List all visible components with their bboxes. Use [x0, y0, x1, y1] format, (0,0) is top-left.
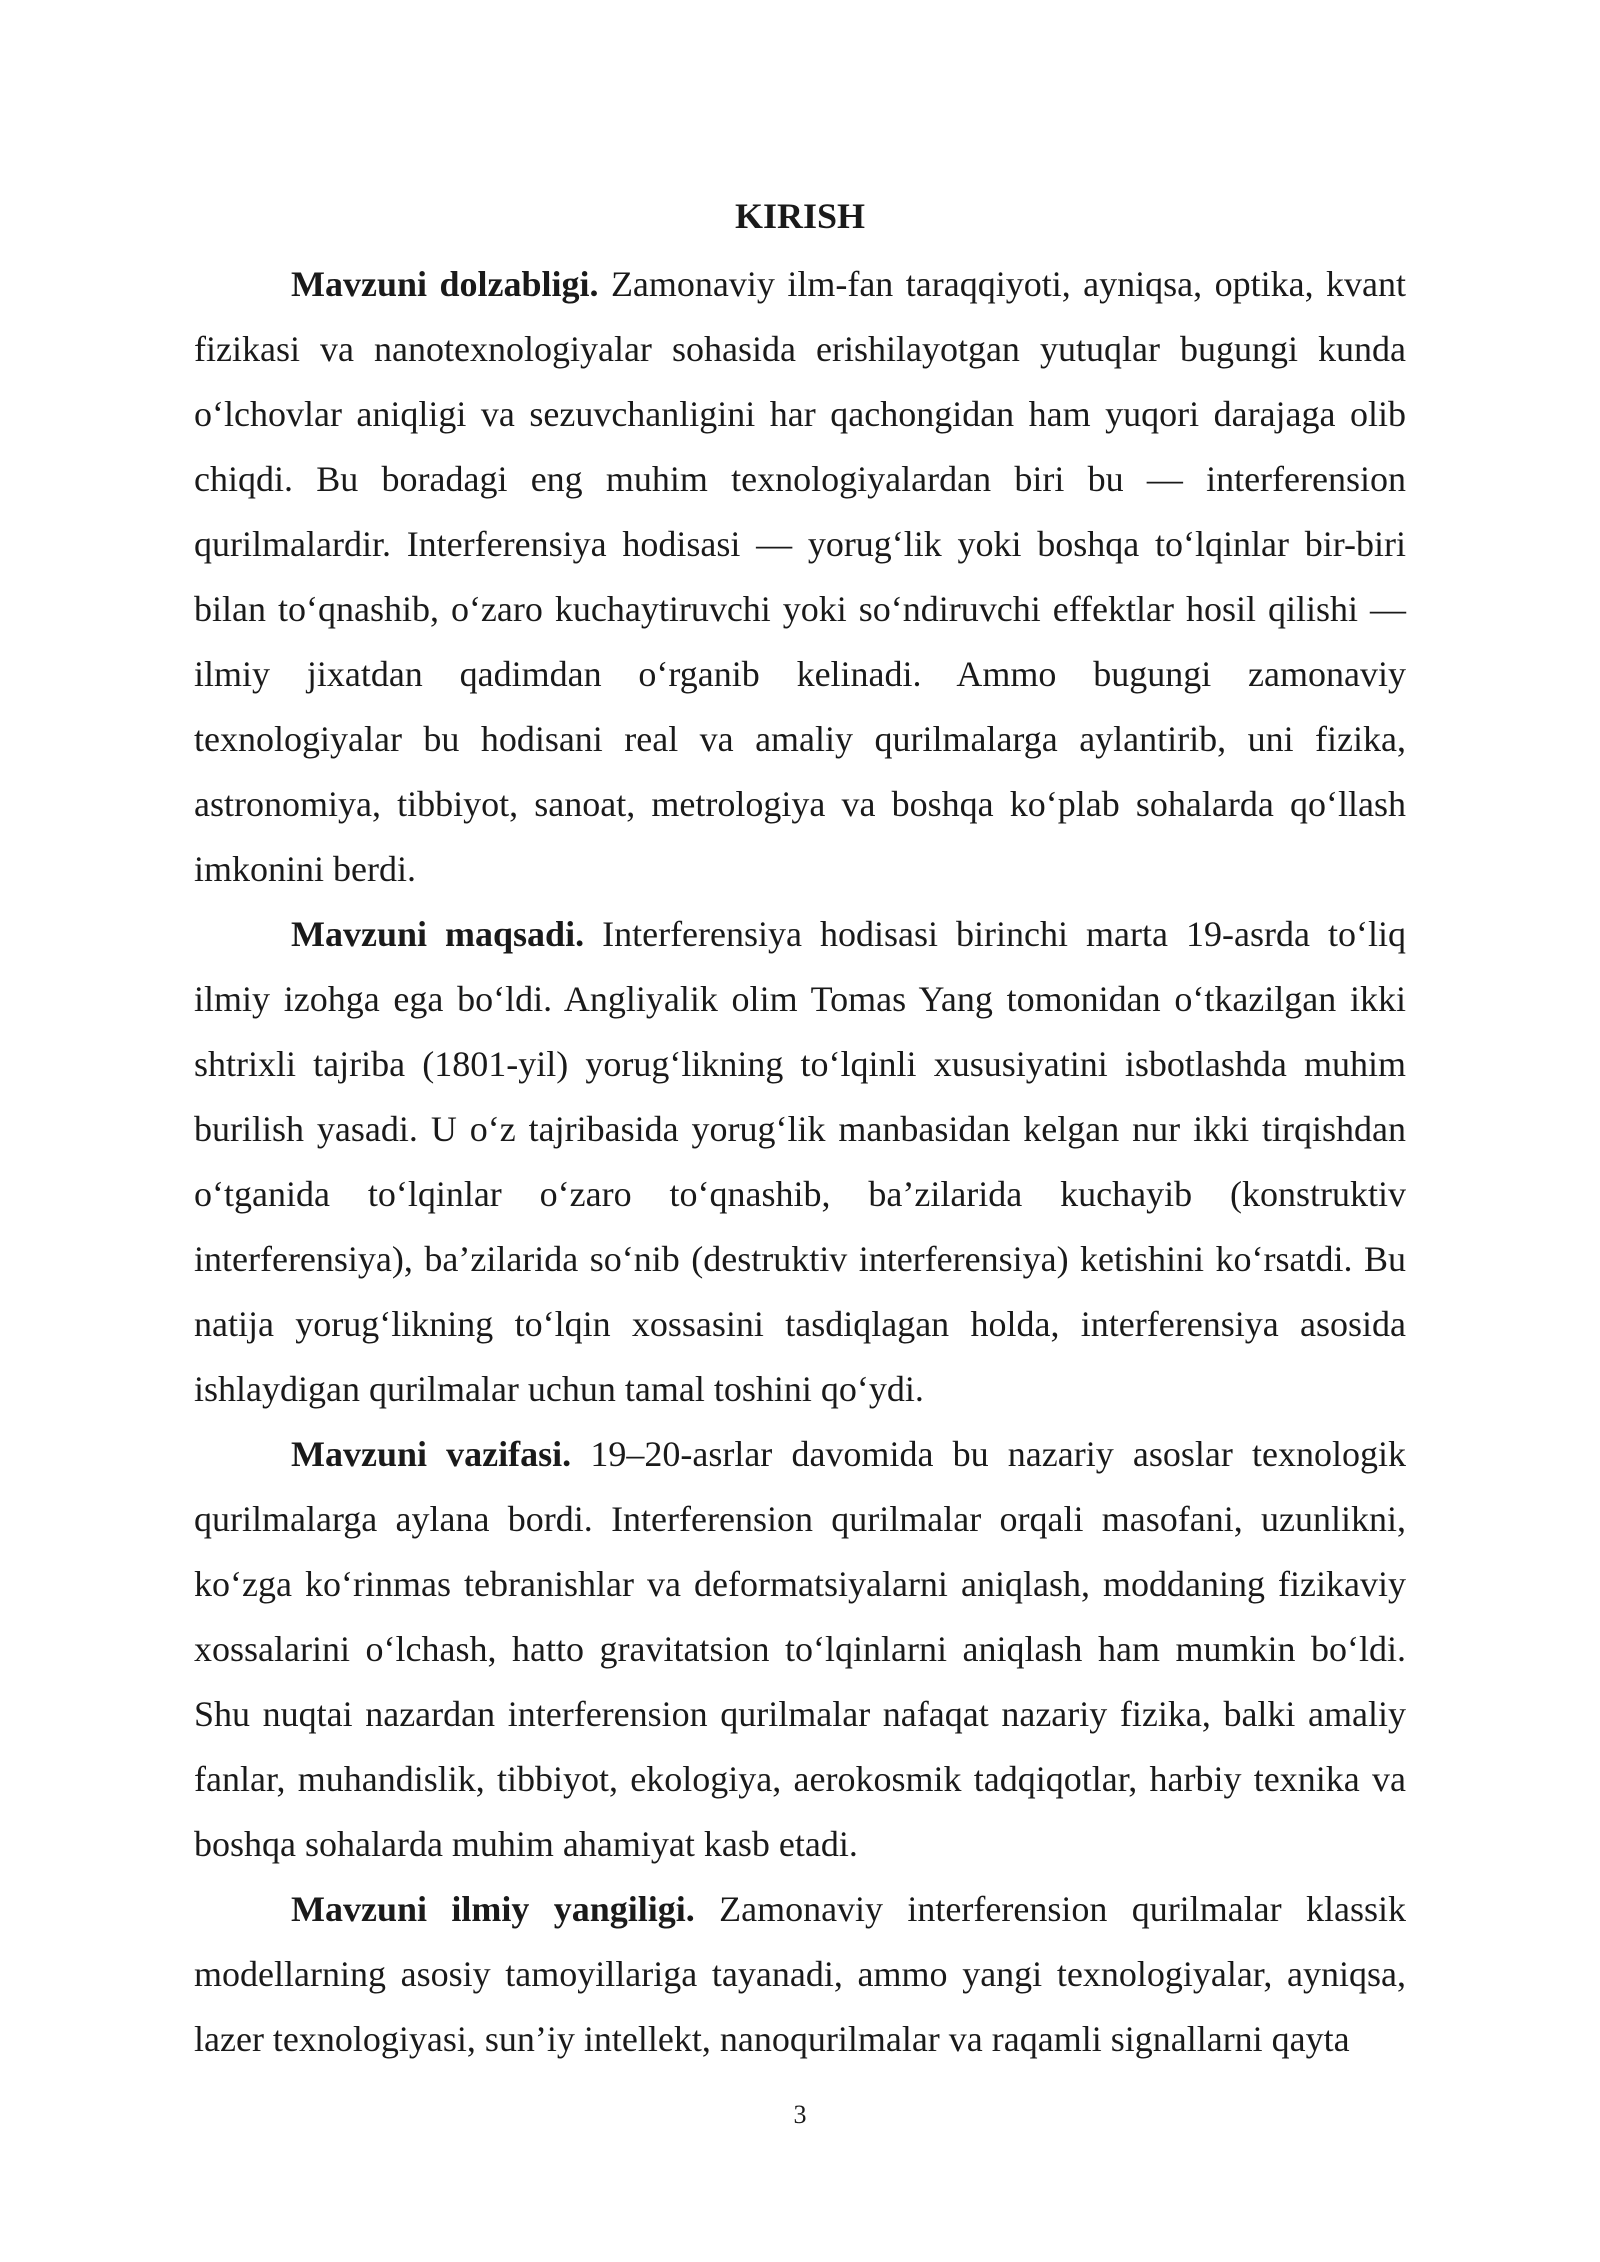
paragraph-lead: Mavzuni ilmiy yangiligi. [291, 1889, 695, 1929]
paragraph-text: Zamonaviy ilm-fan taraqqiyoti, ayniqsa, optika, kvant fizikasi va nanotexnologiyalar sohasida erishilayotgan yutuqlar bugungi kunda o‘lchovlar aniqligi va sezuvchanligini har qachongidan ham yuqori darajaga olib chiqdi. Bu boradagi eng muhim texnologiyalardan biri bu — interferension qurilmalardir. Interferensiya hodisasi — yorug‘lik yoki boshqa to‘lqinlar bir-biri bilan to‘qnashib, o‘zaro kuchaytiruvchi yoki so‘ndiruvchi effektlar hosil qilishi — ilmiy jixatdan qadimdan o‘rganib kelinadi. Ammo bugungi zamonaviy texnologiyalar bu hodisani real va amaliy qurilmalarga aylantirib, uni fizika, astronomiya, tibbiyot, sanoat, metrologiya va boshqa ko‘plab sohalarda qo‘llash imkonini berdi. [194, 264, 1406, 889]
section-heading: KIRISH [734, 196, 866, 236]
page-number: 3 [793, 2100, 807, 2129]
paragraph-tasks [194, 1422, 1406, 1877]
paragraph-text: 19–20-asrlar davomida bu nazariy asoslar texnologik qurilmalarga aylana bordi. Interferension qurilmalar orqali masofani, uzunlikni, ko‘zga ko‘rinmas tebranishlar va deformatsiyalarni aniqlash, moddaning fizikaviy xossalarini o‘lchash, hatto gravitatsion to‘lqinlarni aniqlash ham mumkin bo‘ldi. Shu nuqtai nazardan interferension qurilmalar nafaqat nazariy fizika, balki amaliy fanlar, muhandislik, tibbiyot, ekologiya, aerokosmik tadqiqotlar, harbiy texnika va boshqa sohalarda muhim ahamiyat kasb etadi. [194, 1434, 1407, 1864]
paragraph-relevance [194, 252, 1406, 902]
document-page [194, 186, 1406, 2072]
paragraph-lead: Mavzuni vazifasi. [291, 1434, 572, 1474]
paragraph-goal [194, 902, 1406, 1422]
paragraph-lead: Mavzuni dolzabligi. [291, 264, 599, 304]
paragraph-text: Interferensiya hodisasi birinchi marta 19-asrda to‘liq ilmiy izohga ega bo‘ldi. Angliyalik olim Tomas Yang tomonidan o‘tkazilgan ikki shtrixli tajriba (1801-yil) yorug‘likning to‘lqinli xususiyatini isbotlashda muhim burilish yasadi. U o‘z tajribasida yorug‘lik manbasidan kelgan nur ikki tirqishdan o‘tganida to‘lqinlar o‘zaro to‘qnashib, ba’zilarida kuchayib (konstruktiv interferensiya), ba’zilarida so‘nib (destruktiv interferensiya) ketishini ko‘rsatdi. Bu natija yorug‘likning to‘lqin xossasini tasdiqlagan holda, interferensiya asosida ishlaydigan qurilmalar uchun tamal toshini qo‘ydi. [194, 914, 1406, 1409]
paragraph-novelty [194, 1877, 1406, 2072]
paragraph-text: Zamonaviy interferension qurilmalar klassik modellarning asosiy tamoyillariga tayanadi, ammo yangi texnologiyalar, ayniqsa, lazer texnologiyasi, sun’iy intellekt, nanoqurilmalar va raqamli signallarni qayta [194, 1889, 1406, 2059]
paragraph-lead: Mavzuni maqsadi. [291, 914, 585, 954]
